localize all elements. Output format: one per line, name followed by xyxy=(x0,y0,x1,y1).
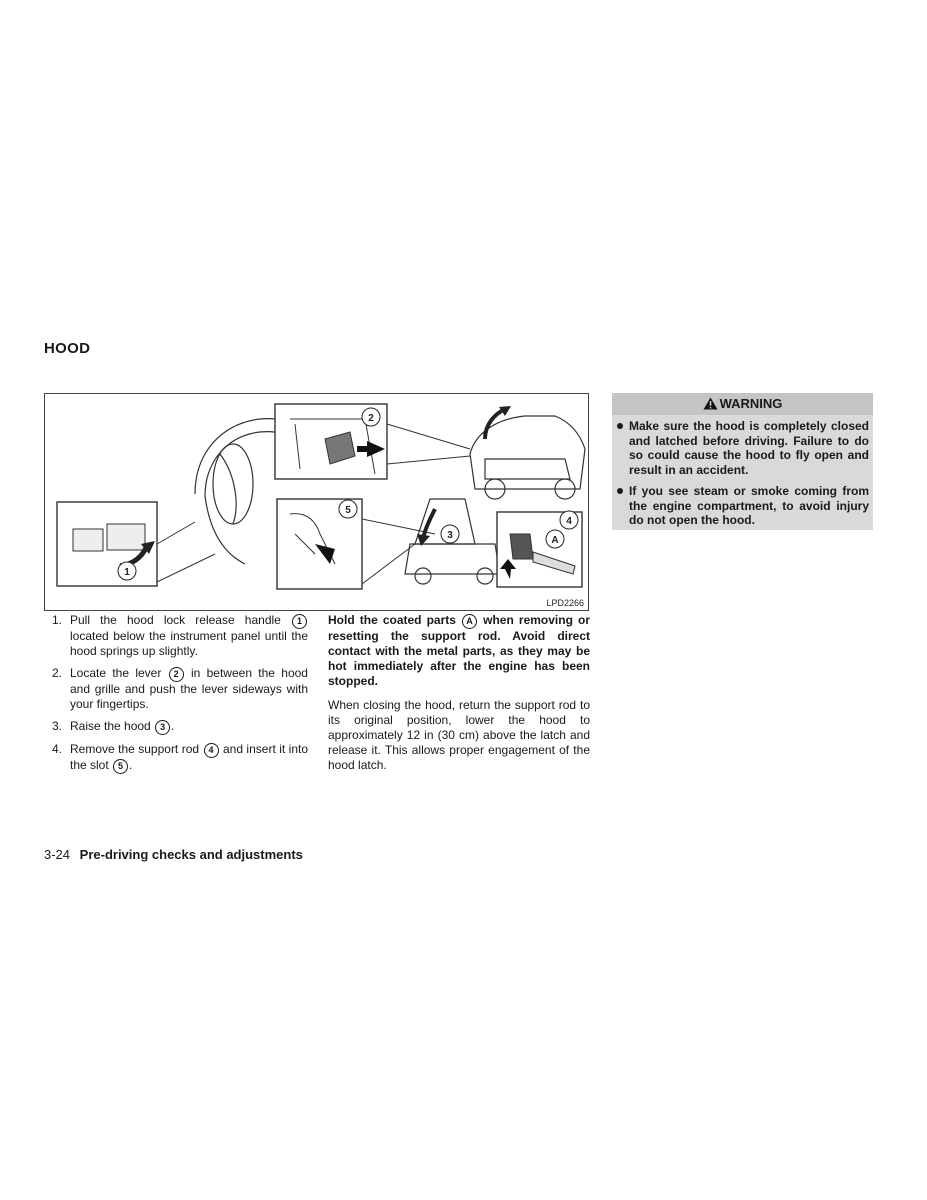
warning-triangle-icon xyxy=(703,397,718,410)
warning-item: If you see steam or smoke coming from the engine compartment, to avoid injury do not open the hood. xyxy=(616,484,869,528)
caution-note: Hold the coated parts A when removing or resetting the support rod. Avoid direct contact with the metal parts, as they may be hot immediately after the engine has been stopped. xyxy=(328,613,590,688)
ref-circle: 3 xyxy=(155,720,170,735)
callout-3 xyxy=(441,525,459,543)
warning-box xyxy=(612,393,873,530)
ref-circle: 1 xyxy=(292,614,307,629)
instructions-column xyxy=(50,613,308,781)
step-item: 1. Pull the hood lock release handle 1 located below the instrument panel until the hood springs up slightly. xyxy=(52,613,308,658)
page-footer xyxy=(44,847,303,862)
step-item: 2. Locate the lever 2 in between the hood and grille and push the lever sideways with your fingertips. xyxy=(52,666,308,711)
svg-text:A: A xyxy=(551,535,559,546)
step-item: 4. Remove the support rod 4 and insert it into the slot 5 . xyxy=(52,742,308,772)
section-title: HOOD xyxy=(44,340,91,357)
svg-text:4: 4 xyxy=(566,516,572,527)
svg-text:3: 3 xyxy=(447,530,453,541)
warning-header xyxy=(612,393,873,415)
hood-illustration-drawing xyxy=(45,394,590,612)
callout-5 xyxy=(339,500,357,518)
figure-code: LPD2266 xyxy=(546,598,584,608)
callout-a xyxy=(546,530,564,548)
step-list xyxy=(50,613,308,774)
closing-paragraph: When closing the hood, return the support rod to its original position, lower the hood to approximately 12 in (30 cm) above the latch and release it. This allows proper engagement of the hood latch. xyxy=(328,698,590,772)
ref-circle: 4 xyxy=(204,743,219,758)
ref-circle: 5 xyxy=(113,759,128,774)
ref-circle: 2 xyxy=(169,667,184,682)
chapter-title: Pre-driving checks and adjustments xyxy=(79,847,303,862)
step-item: 3. Raise the hood 3 . xyxy=(52,719,175,733)
svg-text:2: 2 xyxy=(368,413,374,424)
svg-text:1: 1 xyxy=(124,567,130,578)
callout-2 xyxy=(362,408,380,426)
page-number: 3-24 xyxy=(44,847,71,862)
notes-column xyxy=(328,613,590,773)
warning-item: Make sure the hood is completely closed and latched before driving. Failure to do so could cause the hood to fly open and result in an accident. xyxy=(616,419,869,477)
warning-list xyxy=(612,415,873,528)
callout-4 xyxy=(560,511,578,529)
hood-illustration xyxy=(44,393,589,611)
ref-circle: A xyxy=(462,614,477,629)
warning-title: WARNING xyxy=(719,396,783,411)
callout-1 xyxy=(118,562,136,580)
svg-text:5: 5 xyxy=(345,505,351,516)
